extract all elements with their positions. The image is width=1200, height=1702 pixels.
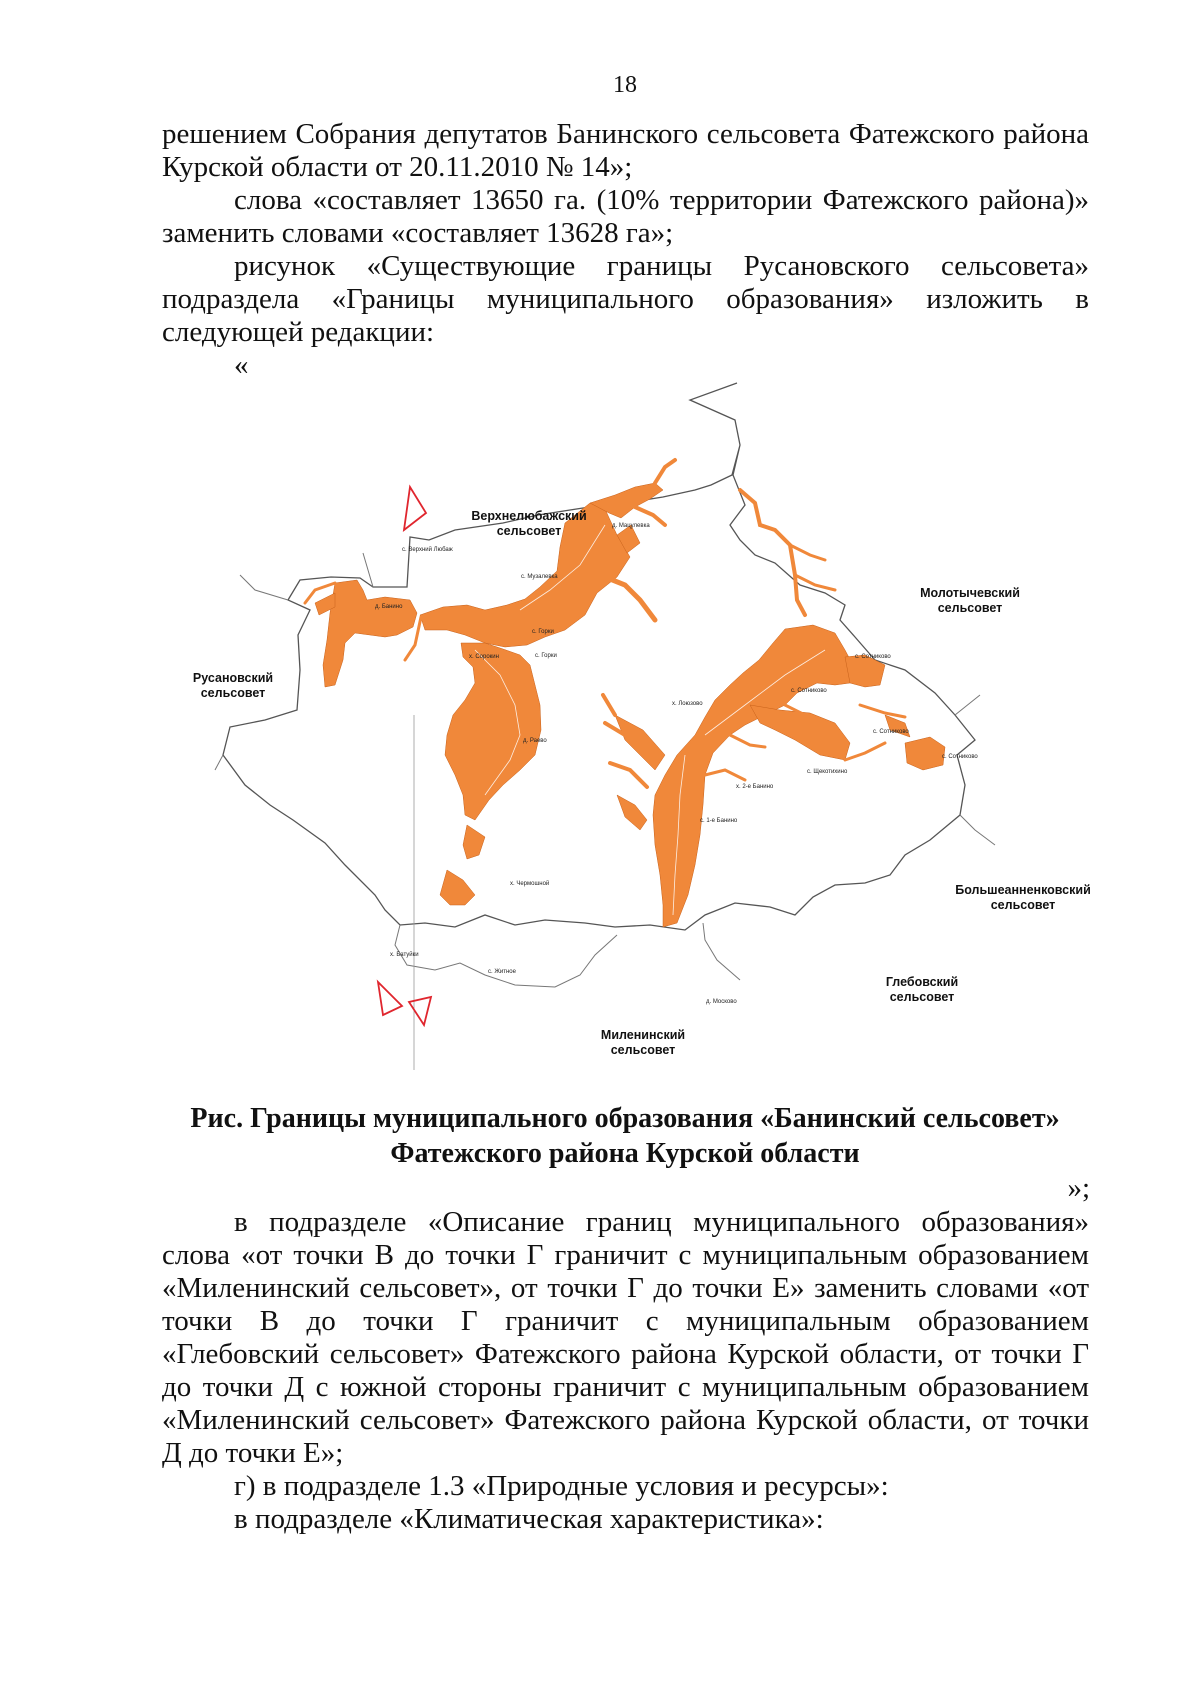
neighbor-label-molotychi: сельсовет	[937, 601, 1003, 615]
caption-line: Рис. Границы муниципального образования «Банинский сельсовет»	[190, 1103, 1060, 1134]
village-label: д. Раево	[523, 738, 547, 744]
paragraph: решением Собрания депутатов Банинского сельсовета Фатежского района Курской области от 20.11.2010 № 14»;	[162, 118, 1089, 183]
boundary-point-marker	[404, 487, 426, 530]
paragraph: слова «составляет 13650 га. (10% территории Фатежского района)» заменить словами «составляет 13628 га»;	[162, 184, 1089, 249]
village-label: с. Музалевка	[521, 574, 558, 580]
village-label: х. Сорокин	[469, 654, 499, 660]
neighbor-label-rusanovo: Русановский	[192, 671, 274, 685]
neighbor-label-rusanovo: сельсовет	[200, 686, 266, 700]
paragraph: рисунок «Существующие границы Русановского сельсовета» подраздела «Границы муниципального образования» изложить в следующей редакции:	[162, 250, 1089, 348]
boundary-point-marker	[409, 997, 431, 1025]
neighbor-label-verkhnelyubazh: сельсовет	[496, 524, 562, 538]
village-label: х. Лоюзово	[672, 701, 703, 707]
village-label: д. Мацулевка	[612, 523, 650, 529]
neighbor-label-milenino: Миленинский	[600, 1028, 686, 1042]
village-label: х. Батуйки	[390, 952, 419, 958]
village-label: д. Банино	[375, 604, 403, 610]
caption-line: Фатежского района Курской области	[390, 1138, 860, 1169]
figure-caption	[0, 1101, 1200, 1171]
village-label: х. Чермошной	[510, 881, 550, 887]
boundary-map	[185, 375, 1105, 1075]
closing-quote: »;	[1067, 1172, 1090, 1204]
neighbor-label-glebovo: сельсовет	[889, 990, 955, 1004]
opening-quote: «	[234, 349, 249, 381]
village-label: с. Сотниково	[873, 729, 909, 735]
neighbor-label-bolsheannenkovo: сельсовет	[990, 898, 1056, 912]
village-label: с. Горки	[535, 653, 557, 659]
neighbor-label-milenino: сельсовет	[610, 1043, 676, 1057]
village-label: д. Москово	[706, 999, 737, 1005]
paragraph: в подразделе «Климатическая характеристика»:	[234, 1503, 824, 1535]
paragraph: г) в подразделе 1.3 «Природные условия и ресурсы»:	[234, 1470, 889, 1502]
village-label: с. Верхний Любаж	[402, 547, 453, 553]
neighbor-label-molotychi: Молотычевский	[920, 586, 1020, 600]
text-block-bottom	[162, 1206, 1089, 1536]
page-number: 18	[613, 72, 637, 98]
village-label: с. Горки	[532, 629, 554, 635]
village-label: с. Щекотихино	[807, 769, 848, 775]
point-markers	[378, 487, 431, 1025]
text-block-top	[162, 118, 1089, 382]
village-label: с. Сотниково	[855, 654, 891, 660]
boundary-point-marker	[378, 982, 402, 1015]
village-label: с. 1-е Банино	[700, 818, 738, 824]
village-label: х. 2-е Банино	[736, 784, 774, 790]
village-label: с. Житное	[488, 969, 516, 975]
village-label: с. Сотниково	[942, 754, 978, 760]
neighbor-label-verkhnelyubazh: Верхнелюбажский	[471, 509, 587, 523]
neighbor-label-glebovo: Глебовский	[885, 975, 959, 989]
village-label: с. Сотниково	[791, 688, 827, 694]
neighbor-label-bolsheannenkovo: Большеанненковский	[955, 883, 1091, 897]
paragraph: в подразделе «Описание границ муниципального образования» слова «от точки В до точки Г граничит с муниципальным образованием «Миленинский сельсовет», от точки Г до точки Е» заменить словами «от точки В до точки Г граничит с муниципальным образованием «Глебовский сельсовет» Фатежского района Курской области, от точки Г до точки Д с южной стороны граничит с муниципальным образованием «Миленинский сельсовет» Фатежского района Курской области, от точки Д до точки Е»;	[162, 1206, 1089, 1469]
